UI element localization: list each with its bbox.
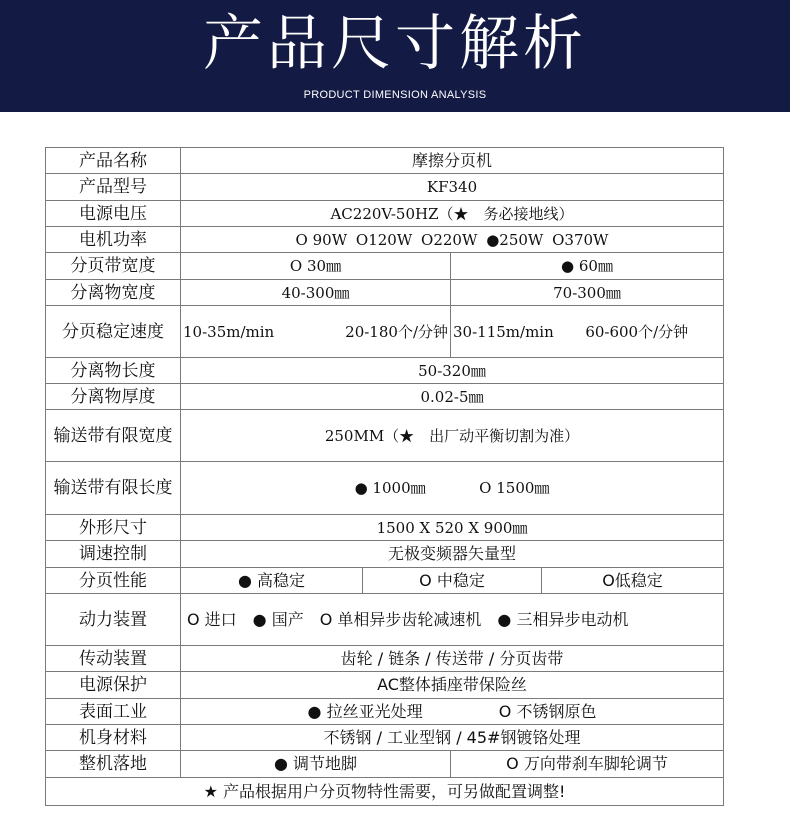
power-option-370w: O370W — [552, 230, 609, 249]
row-label: 外形尺寸 — [46, 515, 181, 541]
table-row — [46, 778, 724, 806]
row-value — [181, 462, 724, 515]
table-row — [46, 672, 724, 699]
row-label: 输送带有限长度 — [46, 462, 181, 515]
row-value: KF340 — [181, 174, 724, 201]
footnote: ★ 产品根据用户分页物特性需要，可另做配置调整! — [46, 778, 724, 806]
row-label: 调速控制 — [46, 541, 181, 568]
object-width-large: 70-300㎜ — [451, 280, 724, 306]
row-label: 输送带有限宽度 — [46, 410, 181, 462]
floor-option-casters: O 万向带刹车脚轮调节 — [451, 751, 724, 778]
row-label: 分页稳定速度 — [46, 306, 181, 358]
object-width-small: 40-300㎜ — [181, 280, 451, 306]
table-row — [46, 751, 724, 778]
row-value: 250MM（★ 出厂动平衡切割为准） — [181, 410, 724, 462]
row-label: 产品名称 — [46, 148, 181, 174]
page-subtitle: PRODUCT DIMENSION ANALYSIS — [303, 89, 487, 101]
speed-left-count: 20-180个/分钟 — [345, 322, 448, 341]
row-label: 分页性能 — [46, 568, 181, 594]
speed-left — [181, 306, 451, 358]
table-row — [46, 227, 724, 253]
floor-option-feet: ● 调节地脚 — [181, 751, 451, 778]
table-row — [46, 306, 724, 358]
header-banner — [0, 0, 790, 112]
row-value: 无极变频器矢量型 — [181, 541, 724, 568]
surface-option-brushed: ● 拉丝亚光处理 — [307, 701, 423, 721]
power-option-90w: O 90W — [295, 230, 348, 249]
row-value: AC220V-50HZ（★ 务必接地线） — [181, 201, 724, 227]
row-label: 产品型号 — [46, 174, 181, 201]
row-value: AC整体插座带保险丝 — [181, 672, 724, 699]
table-row — [46, 148, 724, 174]
speed-right-rate: 30-115m/min — [453, 322, 554, 341]
row-value: 齿轮 / 链条 / 传送带 / 分页齿带 — [181, 646, 724, 672]
table-row — [46, 410, 724, 462]
row-value: 50-320㎜ — [181, 358, 724, 384]
row-value: O 进口 ● 国产 O 单相异步齿轮减速机 ● 三相异步电动机 — [181, 594, 724, 646]
table-row — [46, 568, 724, 594]
row-label: 传动装置 — [46, 646, 181, 672]
table-row — [46, 646, 724, 672]
row-label: 分离物长度 — [46, 358, 181, 384]
row-label: 分离物厚度 — [46, 384, 181, 410]
performance-option-medium: O 中稳定 — [363, 568, 542, 594]
table-row — [46, 594, 724, 646]
table-row — [46, 699, 724, 725]
table-row — [46, 174, 724, 201]
belt-width-option-60: ● 60㎜ — [451, 253, 724, 280]
performance-option-low: O低稳定 — [542, 568, 724, 594]
spec-table — [45, 147, 724, 806]
row-label: 电机功率 — [46, 227, 181, 253]
speed-right — [451, 306, 724, 358]
table-row — [46, 201, 724, 227]
row-label: 电源电压 — [46, 201, 181, 227]
speed-left-rate: 10-35m/min — [183, 322, 275, 341]
row-value: 不锈钢 / 工业型钢 / 45#钢镀铬处理 — [181, 725, 724, 751]
row-label: 电源保护 — [46, 672, 181, 699]
performance-option-high: ● 高稳定 — [181, 568, 363, 594]
row-value: 1500 X 520 X 900㎜ — [181, 515, 724, 541]
row-label: 分离物宽度 — [46, 280, 181, 306]
row-value — [181, 699, 724, 725]
table-row — [46, 541, 724, 568]
power-option-120w: O120W — [355, 230, 413, 249]
row-label: 动力装置 — [46, 594, 181, 646]
row-value: 0.02-5㎜ — [181, 384, 724, 410]
conveyor-length-option-1500: O 1500㎜ — [479, 479, 550, 497]
row-label: 机身材料 — [46, 725, 181, 751]
row-value: 摩擦分页机 — [181, 148, 724, 174]
power-option-250w: ●250W — [486, 230, 544, 249]
belt-width-option-30: O 30㎜ — [181, 253, 451, 280]
row-label: 表面工业 — [46, 699, 181, 725]
row-label: 整机落地 — [46, 751, 181, 778]
speed-right-count: 60-600个/分钟 — [585, 322, 689, 341]
table-row — [46, 280, 724, 306]
power-option-220w: O220W — [421, 230, 478, 249]
row-label: 分页带宽度 — [46, 253, 181, 280]
table-row — [46, 384, 724, 410]
row-value — [181, 227, 724, 253]
table-row — [46, 515, 724, 541]
table-row — [46, 462, 724, 515]
table-row — [46, 358, 724, 384]
page-title: 产品尺寸解析 — [203, 9, 587, 79]
table-row — [46, 253, 724, 280]
surface-option-stainless: O 不锈钢原色 — [498, 701, 597, 721]
conveyor-length-option-1000: ● 1000㎜ — [354, 479, 426, 497]
table-row — [46, 725, 724, 751]
